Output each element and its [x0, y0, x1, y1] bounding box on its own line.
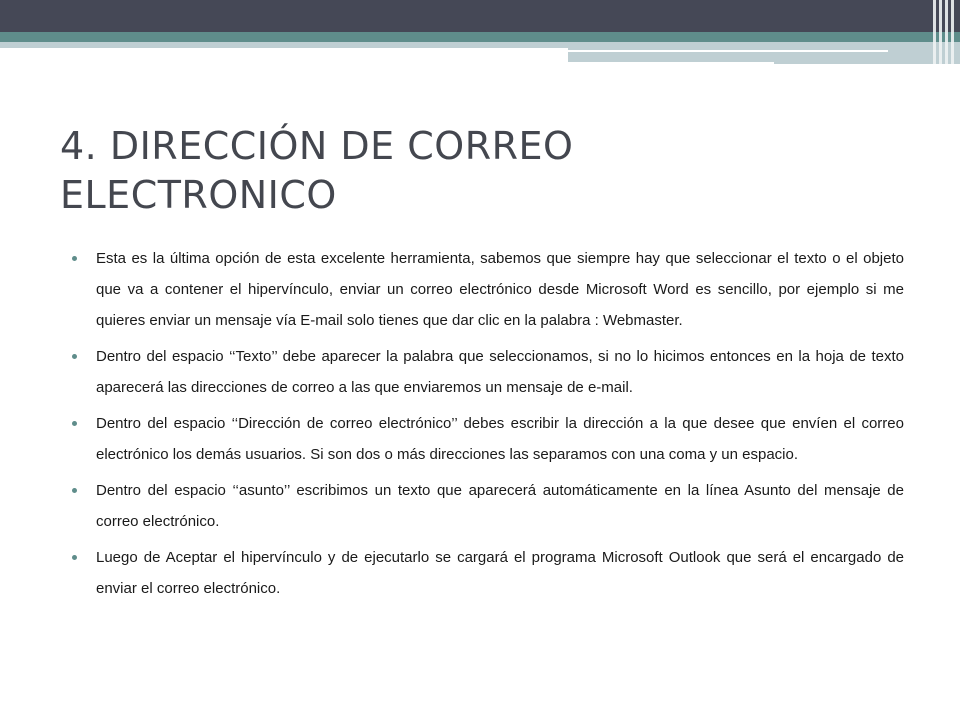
bullet-item — [72, 542, 904, 604]
bullet-item — [72, 341, 904, 403]
header-decorative-bars — [932, 0, 954, 64]
bullet-text: Esta es la última opción de esta excelente herramienta, sabemos que siempre hay que seleccionar el texto o el objeto que va a contener el hipervínculo, enviar un correo electrónico desde Microsoft Word es sencillo, por ejemplo si me quieres enviar un mensaje vía E-mail solo tienes que dar clic en la palabra : Webmaster. — [96, 250, 904, 329]
bullet-item — [72, 408, 904, 470]
slide-title-line-1: 4. DIRECCIÓN DE CORREO — [60, 124, 574, 168]
header-divider-line-short — [568, 62, 774, 64]
bullet-text: Dentro del espacio ‘‘Dirección de correo electrónico’’ debes escribir la dirección a la que desee que envíen el correo electrónico los demás usuarios. Si son dos o más direcciones las separamos con una coma y un espacio. — [96, 415, 904, 463]
header-band-dark — [0, 0, 960, 32]
bullet-item — [72, 243, 904, 336]
header-divider-line — [568, 50, 888, 52]
slide-title — [60, 122, 900, 220]
bullet-text: Luego de Aceptar el hipervínculo y de ejecutarlo se cargará el programa Microsoft Outlook que será el encargado de enviar el correo electrónico. — [96, 549, 904, 597]
bullet-item — [72, 475, 904, 537]
bullet-dot-icon — [72, 555, 77, 560]
slide-title-line-2: ELECTRONICO — [60, 173, 337, 217]
bullet-dot-icon — [72, 256, 77, 261]
bullet-dot-icon — [72, 354, 77, 359]
bullet-dot-icon — [72, 488, 77, 493]
bullet-dot-icon — [72, 421, 77, 426]
header-band-teal — [0, 32, 960, 42]
bullet-text: Dentro del espacio ‘‘Texto’’ debe aparecer la palabra que seleccionamos, si no lo hicimos entonces en la hoja de texto aparecerá las direcciones de correo a las que enviaremos un mensaje de e-mail. — [96, 348, 904, 396]
bullet-text: Dentro del espacio ‘‘asunto’’ escribimos un texto que aparecerá automáticamente en la línea Asunto del mensaje de correo electrónico. — [96, 482, 904, 530]
bullet-list — [72, 243, 904, 609]
